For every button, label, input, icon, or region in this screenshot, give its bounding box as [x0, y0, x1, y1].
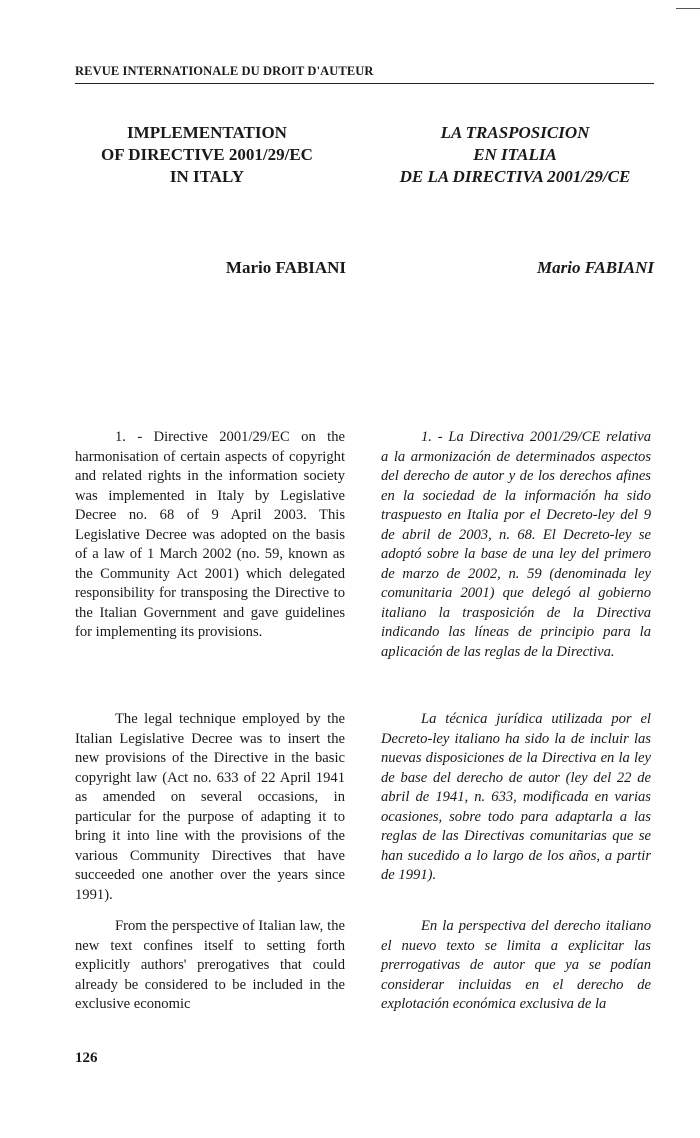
spanish-title-line: EN ITALIA [473, 145, 557, 164]
spanish-author: Mario FABIANI [536, 258, 654, 277]
page-number: 126 [75, 1050, 98, 1066]
scan-corner-mark [676, 8, 700, 9]
english-paragraph-1: 1. - Directive 2001/29/EC on the harmonisation of certain aspects of copyright and related rights in the information society was implemented in Italy by Legislative Decree no. 68 of 9 April 2003. This Legislative Decree was adopted on the basis of a law of 1 March 2002 (no. 59, known as the Community Act 2001) which delegated responsibility for transposing the Directive to the Italian Government and gave guidelines for implementing its provisions. [75, 429, 345, 640]
header-rule [75, 83, 654, 84]
english-author: Mario FABIANI [225, 258, 346, 277]
spanish-paragraph-3: En la perspectiva del derecho italiano el nuevo texto se limita a explicitar las prerrogativas de autor que ya se podían considerar incluidas en el derecho de explotación económica exclusiva de la [381, 918, 651, 1012]
spanish-paragraph-1: 1. - La Directiva 2001/29/CE relativa a la armonización de determinados aspectos del derecho de autor y de los derechos afines en la sociedad de la información ha sido traspuesto en Italia por el Decreto-ley del 9 de abril de 2003, n. 68. El Decreto-ley se adoptó sobre la base de una ley del primero de marzo de 2002, n. 59 (denominada ley comunitaria 2001) que delegó al gobierno italiano la trasposición de la Directiva indicando las líneas de principio para la aplicación de las reglas de la Directiva. [381, 429, 651, 660]
spanish-title [370, 122, 660, 188]
spanish-title-line: LA TRASPOSICION [440, 123, 590, 142]
english-paragraph-2: The legal technique employed by the Italian Legislative Decree was to insert the new provisions of the Directive in the basic copyright law (Act no. 633 of 22 April 1941 as amended on several occasions, in particular for the purpose of adapting it to bring it into line with the provisions of the various Community Directives that have succeeded one another over the years since 1991). [75, 711, 345, 903]
english-title-line: IMPLEMENTATION [127, 123, 287, 142]
english-title-line: IN ITALY [169, 167, 245, 186]
spanish-paragraph-2: La técnica jurídica utilizada por el Decreto-ley italiano ha sido la de incluir las nuevas disposiciones de la Directiva en la ley de base del derecho de autor (ley del 22 de abril de 1941, n. 633, modificada en varias ocasiones, sobre todo para adaptarla a las reglas de las Directivas comunitarias que se han sucedido a lo largo de los años, a partir de 1991). [381, 711, 651, 883]
english-paragraph-3: From the perspective of Italian law, the new text confines itself to setting forth explicitly authors' prerogatives that could already be considered to be included in the exclusive economic [75, 918, 345, 1012]
english-title-line: OF DIRECTIVE 2001/29/EC [101, 145, 313, 164]
running-header: REVUE INTERNATIONALE DU DROIT D'AUTEUR [75, 64, 374, 78]
english-title [62, 122, 352, 188]
spanish-title-line: DE LA DIRECTIVA 2001/29/CE [399, 167, 631, 186]
